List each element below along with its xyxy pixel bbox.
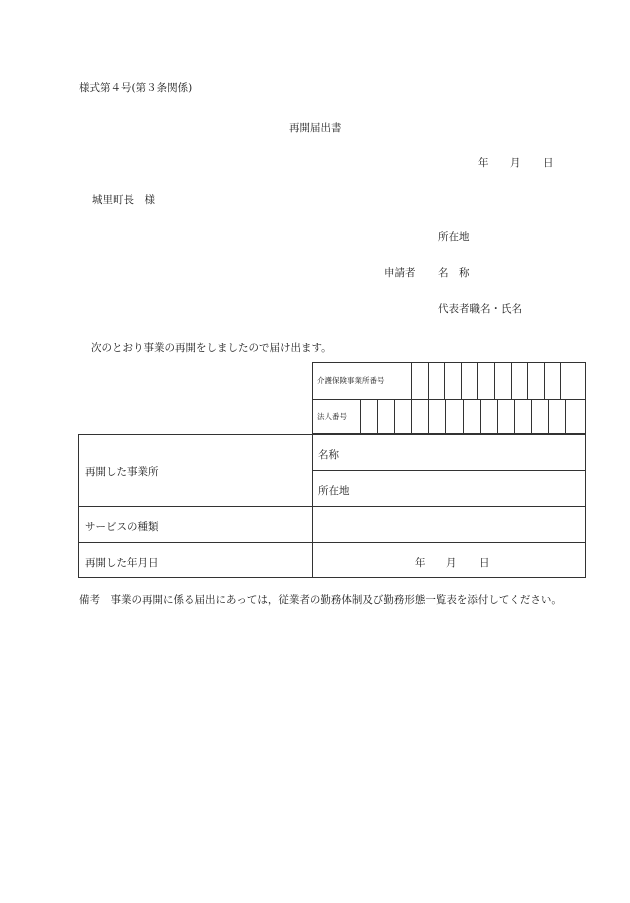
office-address-field[interactable]: 所在地 <box>318 485 350 497</box>
digit-cell[interactable] <box>565 399 582 435</box>
digit-cell[interactable] <box>411 363 428 399</box>
corporate-number-row <box>313 399 585 435</box>
digit-cell[interactable] <box>461 363 478 399</box>
date-day-label: 日 <box>543 157 554 169</box>
digit-cell[interactable] <box>494 363 511 399</box>
remarks-note: 備考 事業の再開に係る届出にあっては，従業者の勤務体制及び勤務形態一覧表を添付してください。 <box>79 594 562 606</box>
restart-date-day[interactable]: 日 <box>479 557 490 569</box>
applicant-address-label: 所在地 <box>438 231 470 243</box>
care-insurance-number-label: 介護保険事業所番号 <box>317 376 385 385</box>
service-type-label: サービスの種類 <box>85 521 159 533</box>
corporate-number-cells[interactable] <box>360 399 582 435</box>
restart-date-year[interactable]: 年 <box>415 557 426 569</box>
digit-cell[interactable] <box>428 399 445 435</box>
digit-cell[interactable] <box>480 399 497 435</box>
digit-cell[interactable] <box>360 399 377 435</box>
id-number-grid <box>312 362 586 434</box>
digit-cell[interactable] <box>428 363 445 399</box>
row-divider <box>312 470 585 471</box>
digit-cell[interactable] <box>497 399 514 435</box>
digit-cell[interactable] <box>394 399 411 435</box>
digit-cell[interactable] <box>514 399 531 435</box>
digit-cell[interactable] <box>445 399 462 435</box>
document-title: 再開届出書 <box>289 122 342 134</box>
office-name-field[interactable]: 名称 <box>318 449 339 461</box>
care-insurance-number-row <box>313 363 585 400</box>
digit-cell[interactable] <box>531 399 548 435</box>
digit-cell[interactable] <box>544 363 561 399</box>
applicant-label: 申請者 <box>384 267 416 279</box>
digit-cell[interactable] <box>511 363 528 399</box>
digit-cell[interactable] <box>477 363 494 399</box>
digit-cell[interactable] <box>527 363 544 399</box>
digit-cell[interactable] <box>377 399 394 435</box>
restart-date-label: 再開した年月日 <box>85 557 159 569</box>
applicant-name-label: 名 称 <box>438 267 470 279</box>
representative-label: 代表者職名・氏名 <box>438 303 522 315</box>
form-number-label: 様式第４号(第３条関係) <box>79 82 193 94</box>
corporate-number-label: 法人番号 <box>317 412 347 421</box>
restart-details-table <box>78 434 586 578</box>
digit-cell[interactable] <box>463 399 480 435</box>
intro-text: 次のとおり事業の再開をしましたので届け出ます。 <box>91 342 332 354</box>
care-insurance-number-cells[interactable] <box>411 363 577 399</box>
service-type-field[interactable] <box>313 507 585 542</box>
digit-cell[interactable] <box>560 363 577 399</box>
restart-date-month[interactable]: 月 <box>446 557 457 569</box>
digit-cell[interactable] <box>411 399 428 435</box>
date-year-label: 年 <box>478 157 489 169</box>
digit-cell[interactable] <box>444 363 461 399</box>
addressee: 城里町長 様 <box>92 194 155 206</box>
office-label: 再開した事業所 <box>85 466 159 478</box>
digit-cell[interactable] <box>548 399 565 435</box>
date-month-label: 月 <box>510 157 521 169</box>
row-divider <box>79 542 585 543</box>
